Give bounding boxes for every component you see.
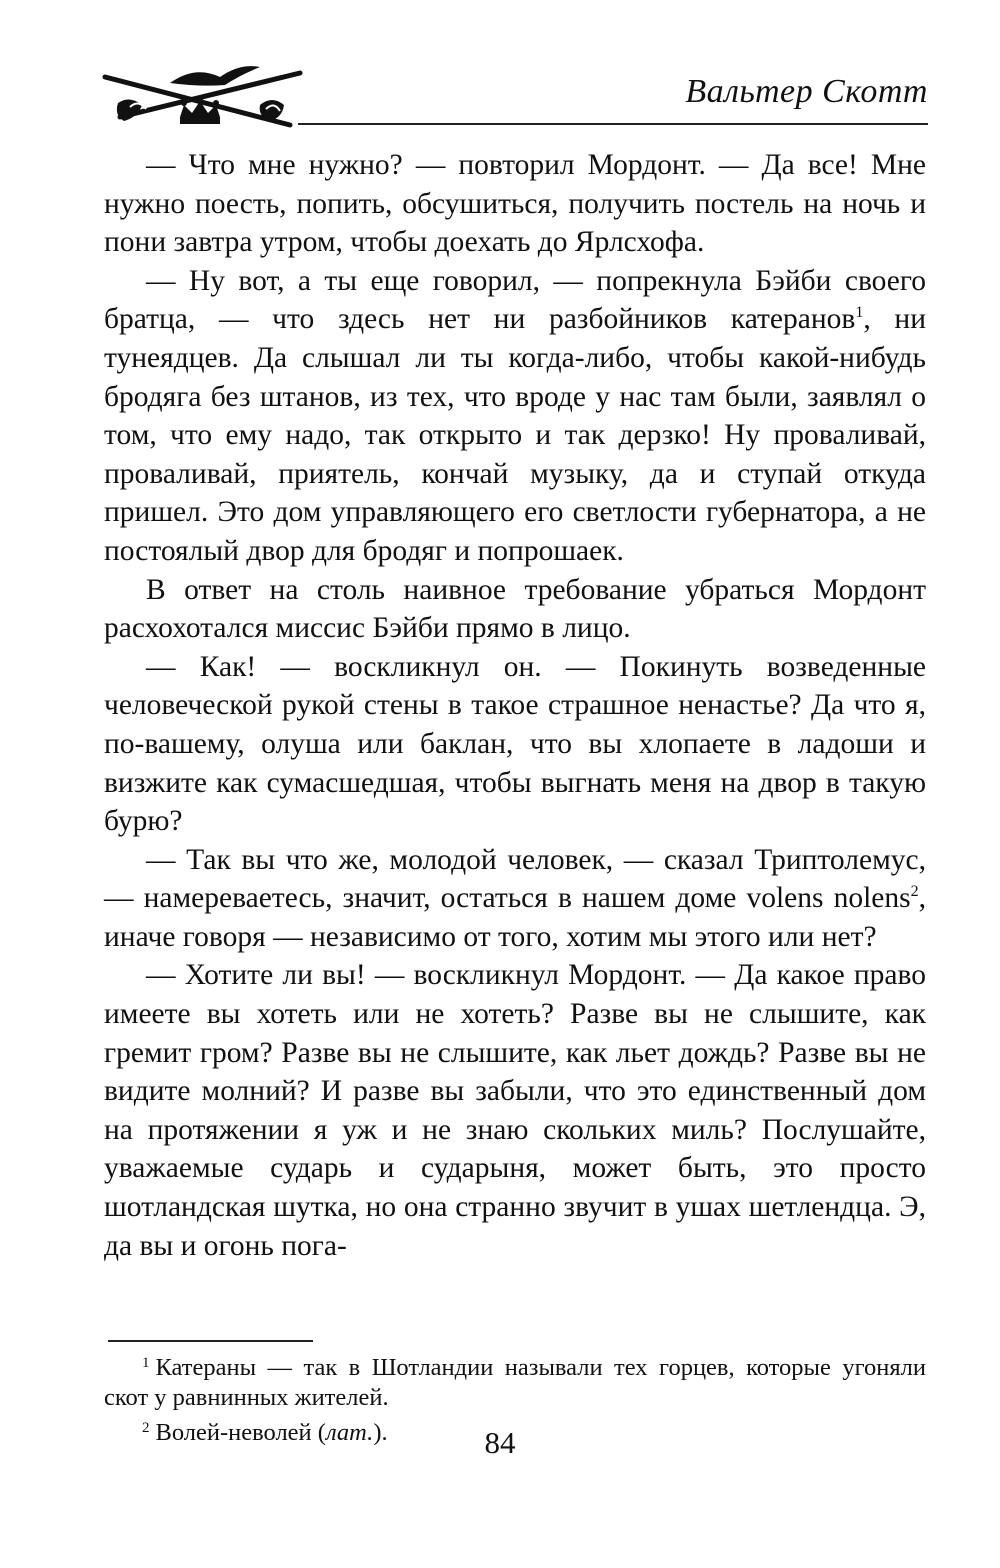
footnote-mark: 1 bbox=[142, 1355, 150, 1371]
paragraph-text: — Ну вот, а ты еще говорил, — попрекнула Бэйби своего братца, — что здесь нет ни разбойников катеранов bbox=[104, 264, 926, 336]
body-text bbox=[104, 146, 926, 1265]
paragraph-text: — Так вы что же, молодой человек, — сказал Триптолемус, — намереваетесь, значит, остаться в нашем доме volens nolens bbox=[104, 843, 926, 915]
footnote-text: Катераны — так в Шотландии называли тех горцев, которые угоняли скот у равнинных жителей. bbox=[104, 1354, 926, 1411]
footnote-rule bbox=[108, 1340, 313, 1342]
paragraph bbox=[104, 571, 926, 648]
paragraph-text: В ответ на столь наивное требование убраться Мордонт расхохотался миссис Бэйби прямо в лицо. bbox=[104, 573, 926, 645]
paragraph bbox=[104, 956, 926, 1265]
paragraph bbox=[104, 146, 926, 262]
footnote-mark: 2 bbox=[142, 1420, 150, 1436]
paragraph-text: — Как! — воскликнул он. — Покинуть возведенные человеческой рукой стены в такое страшное ненастье? Да что я, по-вашему, олуша или баклан, что вы хлопаете в ладоши и визжите как сумасшедшая, чтобы выгнать меня на двор в такую бурю? bbox=[104, 650, 926, 838]
footnote-1 bbox=[104, 1348, 926, 1413]
page-header bbox=[100, 55, 928, 135]
paragraph bbox=[104, 841, 926, 957]
paragraph bbox=[104, 648, 926, 841]
paragraph-text: — Что мне нужно? — повторил Мордонт. — Да все! Мне нужно поесть, попить, обсушиться, получить постель на ночь и пони завтра утром, чтобы доехать до Ярлсхофа. bbox=[104, 149, 926, 259]
footnote-text: Волей-неволей ( bbox=[155, 1419, 326, 1446]
crossed-swords-crown-icon bbox=[100, 55, 310, 135]
running-title: Вальтер Скотт bbox=[685, 73, 928, 110]
footnote-ref-1[interactable]: 1 bbox=[855, 304, 864, 322]
footnote-text-italic: лат. bbox=[325, 1419, 374, 1446]
header-rule bbox=[298, 123, 928, 125]
paragraph-text: — Хотите ли вы! — воскликнул Мордонт. — Да какое право имеете вы хотеть или не хотеть? Разве вы не слышите, как гремит гром? Разве вы не слышите, как льет дождь? Разве вы не видите молний? И разве вы забыли, что это единственный дом на протяжении я уж и не знаю скольких миль? Послушайте, уважаемые сударь и сударыня, может быть, это просто шотландская шутка, но она странно звучит в ушах шетлендца. Э, да вы и огонь пога- bbox=[104, 959, 926, 1262]
footnote-text: ). bbox=[373, 1419, 388, 1446]
page-number: 84 bbox=[484, 1425, 516, 1460]
paragraph bbox=[104, 262, 926, 571]
paragraph-text: , иначе говоря — независимо от того, хотим мы этого или нет? bbox=[104, 882, 926, 953]
paragraph-text: , ни тунеядцев. Да слышал ли ты когда-либо, чтобы какой-нибудь бродяга без штанов, из тех, что вроде у нас там были, заявлял о том, что ему надо, так открыто и так дерзко! Ну проваливай, проваливай, приятель, кончай музыку, да и ступай откуда пришел. Это дом управляющего его светлости губернатора, а не постоялый двор для бродяг и попрошаек. bbox=[104, 303, 926, 567]
footnote-ref-2[interactable]: 2 bbox=[910, 883, 919, 901]
